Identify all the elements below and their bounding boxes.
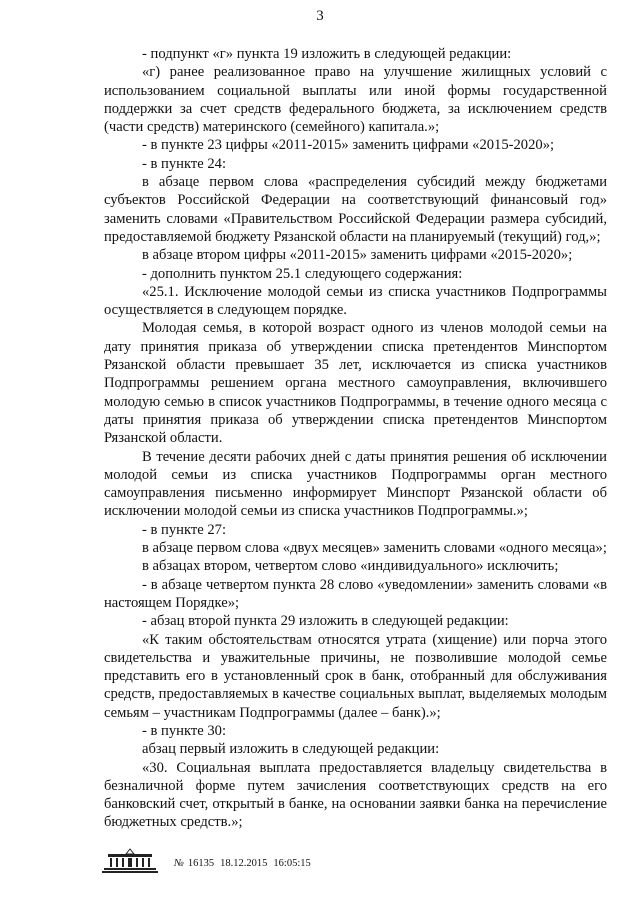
paragraph: «г) ранее реализованное право на улучшение жилищных условий с использованием социальной выплаты или иной формы государственной поддержки за счет средств федерального бюджета, за исключением средств (части средств) материнского (семейного) капитала.»; — [104, 64, 607, 136]
paragraph: «К таким обстоятельствам относятся утрата (хищение) или порча этого свидетельства и уважительные причины, не позволившие молодой семье представить его в установленный срок в банк, отобранный для обслуживания средств, предоставляемых в качестве социальных выплат, выделяемых молодым семьям – участникам Подпрограммы (далее – банк).»; — [104, 631, 607, 721]
paragraph: - в абзаце четвертом пункта 28 слово «уведомлении» заменить словами «в настоящем Порядке»; — [104, 576, 607, 611]
paragraph: В течение десяти рабочих дней с даты принятия решения об исключении молодой семьи из списка участников Подпрограммы орган местного самоуправления письменно информирует Минспорт Рязанской области об исключении молодой семьи из списка участников Подпрограммы.»; — [104, 448, 607, 520]
paragraph: «25.1. Исключение молодой семьи из списка участников Подпрограммы осуществляется в следующем порядке. — [104, 283, 607, 319]
document-body — [104, 45, 607, 832]
paragraph: «30. Социальная выплата предоставляется владельцу свидетельства в безналичной форме путем зачисления соответствующих средств на его банковский счет, открытый в банке, на основании заявки банка на перечисление бюджетных средств.»; — [104, 759, 607, 831]
paragraph: - дополнить пунктом 25.1 следующего содержания: — [142, 265, 463, 282]
registration-time: 16:05:15 — [273, 858, 311, 869]
paragraph: - в пункте 24: — [142, 155, 227, 172]
paragraph: - в пункте 27: — [142, 521, 227, 538]
number-sign: № — [174, 858, 184, 869]
paragraph: в абзаце первом слова «распределения субсидий между бюджетами субъектов Российской Федерации на соответствующий финансовый год» заменить словами «Правительством Российской Федерации размера субсидий, предоставляемой бюджету Рязанской области на планируемый (текущий) год,»; — [104, 174, 607, 245]
document-number: 16135 — [187, 858, 215, 869]
paragraph: - в пункте 30: — [142, 722, 227, 739]
paragraph: в абзаце втором цифры «2011-2015» заменить цифрами «2015-2020»; — [142, 247, 573, 264]
paragraph: в абзаце первом слова «двух месяцев» заменить словами «одного месяца»; — [142, 540, 607, 557]
paragraph: - подпункт «г» пункта 19 изложить в следующей редакции: — [142, 46, 512, 62]
paragraph: абзац первый изложить в следующей редакции: — [142, 741, 440, 758]
page-number: 3 — [316, 8, 324, 24]
parliament-building-icon — [100, 848, 160, 874]
paragraph: - в пункте 23 цифры «2011-2015» заменить цифрами «2015-2020»; — [142, 137, 555, 154]
registration-stamp — [174, 858, 311, 869]
paragraph: Молодая семья, в которой возраст одного из членов молодой семьи на дату принятия приказа об утверждении списка претендентов Минспортом Рязанской области превышает 35 лет, исключается из списка участников Подпрограммы решением органа местного самоуправления, включившего молодую семью в список участников Подпрограммы, в течение одного месяца с даты принятия приказа об утверждении списка претендентов Минспортом Рязанской области. — [104, 320, 607, 447]
paragraph: - абзац второй пункта 29 изложить в следующей редакции: — [142, 613, 509, 630]
paragraph: в абзацах втором, четвертом слово «индивидуального» исключить; — [142, 558, 559, 575]
registration-footer — [100, 848, 620, 878]
registration-date: 18.12.2015 — [220, 858, 268, 869]
